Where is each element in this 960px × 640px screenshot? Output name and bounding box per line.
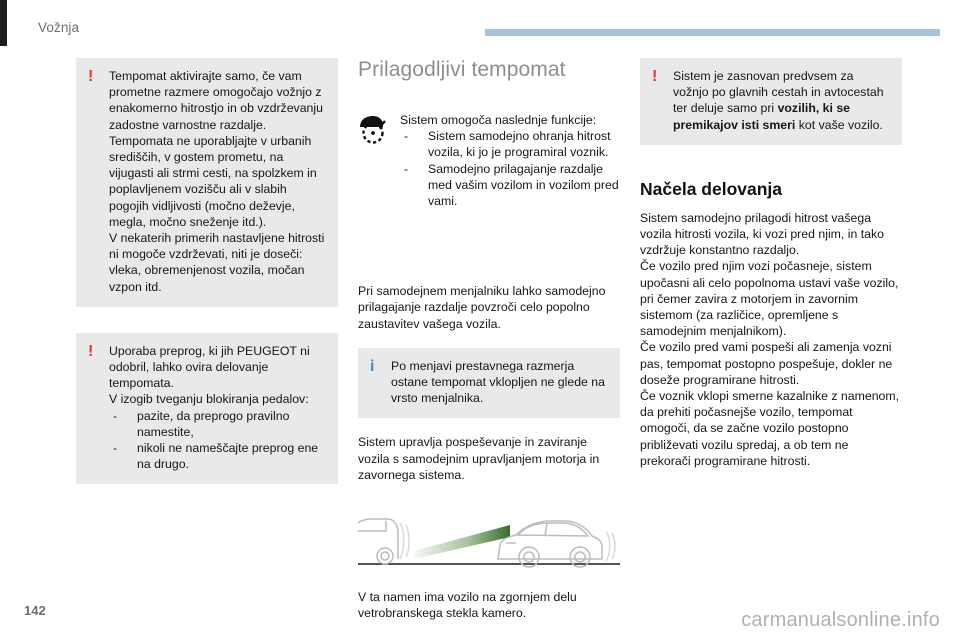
- middle-paragraph-3: V ta namen ima vozilo na zgornjem delu vetrobranskega stekla kamero.: [358, 590, 577, 621]
- section-title: Vožnja: [38, 20, 80, 35]
- left-edge-accent-bar: [0, 0, 7, 46]
- warning-callout-system-scope: [640, 58, 902, 145]
- page-title: Prilagodljivi tempomat: [358, 58, 566, 81]
- list-item: [400, 128, 620, 160]
- list-item-label: nikoli ne nameščajte preprog ene na drugo.: [137, 441, 319, 472]
- two-cars-radar-illustration: [358, 509, 620, 577]
- warning-callout-floor-mats: [76, 333, 338, 485]
- warning-text-lead: Sistem je zasnovan predvsem za vožnjo po glavnih cestah in avtocestah ter deluje samo pri: [673, 69, 884, 116]
- information-icon: i: [370, 357, 375, 375]
- watermark: carmanualsonline.info: [741, 609, 940, 631]
- left-column: [76, 58, 338, 484]
- right-column: [640, 58, 902, 469]
- page-header: [0, 0, 960, 46]
- header-rule: [485, 29, 940, 36]
- list-item: [400, 161, 620, 210]
- list-item: [109, 408, 326, 440]
- feature-text: [400, 112, 620, 209]
- warning-paragraph: Tempomat aktivirajte samo, če vam prometne razmere omogočajo vožnjo z enakomerno hitrostjo in ob vzdrževanju zadostne varnostne razdalje.: [109, 69, 323, 132]
- middle-paragraph-2: Sistem upravlja pospeševanje in zaviranje vozila s samodejnim upravljanjem motorja in zavornega sistema.: [358, 435, 600, 482]
- warning-callout-body: [109, 343, 326, 473]
- warning-bullet-list: [109, 408, 326, 473]
- exclamation-warning-icon: !: [652, 68, 658, 85]
- right-paragraph: Sistem samodejno prilagodi hitrost vašega vozila hitrosti vozila, ki vozi pred njim, in tako vzdržuje konstantno razdaljo.: [640, 210, 884, 258]
- warning-callout-cruise-control: [76, 58, 338, 307]
- feature-block: [358, 112, 620, 209]
- dash-bullet: -: [404, 161, 409, 176]
- warning-paragraph: Uporaba preprog, ki jih PEUGEOT ni odobril, lahko ovira delovanje tempomata.: [109, 343, 310, 391]
- warning-callout-body: [109, 68, 326, 295]
- warning-paragraph: V nekaterih primerih nastavljene hitrosti ni mogoče vzdrževati, niti je doseči: vleka, obremenjenost vozila, močan vzpon itd.: [109, 231, 325, 294]
- information-callout-gearbox: [358, 348, 620, 419]
- dash-bullet: -: [113, 408, 118, 423]
- dash-bullet: -: [404, 129, 409, 144]
- feature-intro: Sistem omogoča naslednje funkcije:: [400, 113, 597, 127]
- list-item-label: pazite, da preprogo pravilno namestite,: [137, 408, 290, 439]
- middle-paragraph-1: Pri samodejnem menjalniku lahko samodejno prilagajanje razdalje povzroči celo popolno zaustavitev vašega vozila.: [358, 284, 606, 331]
- warning-callout-body: [673, 68, 890, 133]
- page-number: 142: [24, 603, 46, 618]
- feature-bullet-list: [400, 128, 620, 209]
- warning-paragraph: Tempomata ne uporabljajte v urbanih središčih, v gostem prometu, na vijugasti ali strmi cesti, na spolzkem in poplavljenem vozišču ali v slabih pogojih vidljivosti (močno deževje, megla, močno sneženje itd.).: [109, 133, 317, 229]
- right-paragraph: Če voznik vklopi smerne kazalnike z namenom, da prehiti počasnejše vozilo, tempomat omogoči, da se začne vozilo postopno približevati vozilu spredaj, a ob tem ne prekorači programirane hitrosti.: [640, 389, 900, 468]
- section-heading-operating-principles: Načela delovanja: [640, 178, 783, 199]
- exclamation-warning-icon: !: [88, 342, 94, 360]
- adaptive-cruise-control-pictogram: [358, 112, 394, 151]
- list-item-label: Sistem samodejno ohranja hitrost vozila, ki jo je programiral voznik.: [428, 129, 611, 160]
- list-item-label: Samodejno prilagajanje razdalje med vašim vozilom in vozilom pred vami.: [428, 161, 619, 209]
- dash-bullet: -: [113, 441, 118, 456]
- warning-paragraph: V izogib tveganju blokiranja pedalov:: [109, 392, 309, 407]
- warning-text-tail: kot vaše vozilo.: [795, 117, 883, 132]
- middle-column: [358, 58, 620, 621]
- information-callout-body: Po menjavi prestavnega razmerja ostane tempomat vklopljen ne glede na vrsto menjalnika.: [391, 358, 605, 406]
- list-item: [109, 440, 326, 472]
- right-paragraph: Če vozilo pred njim vozi počasneje, sistem upočasni ali celo popolnoma ustavi vaše vozilo, pri čemer zavira z motorjem in zavornim sistemom (za različice, opremljene s samodejnim menjalnikom).: [640, 259, 899, 339]
- warning-text-emphasis: vozilih, ki se premikajov isti smeri: [673, 101, 851, 132]
- exclamation-warning-icon: !: [88, 68, 94, 85]
- right-paragraph: Če vozilo pred vami pospeši ali zamenja vozni pas, tempomat postopno pospešuje, dokler ne doseže programirane hitrosti.: [640, 340, 893, 387]
